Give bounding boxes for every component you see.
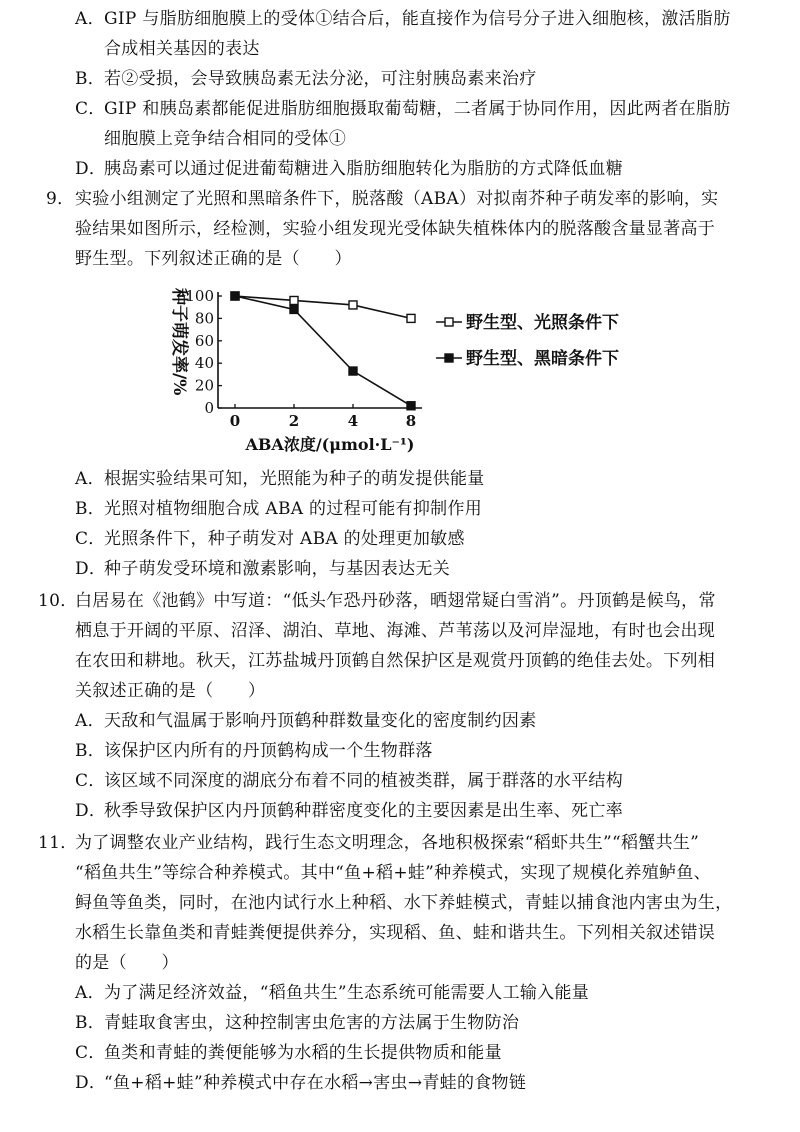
q8-option-a-label: A． — [75, 9, 105, 29]
q11-option-b-label: B． — [75, 1013, 106, 1033]
q8-option-b-label: B． — [75, 69, 106, 89]
q8-option-d-label: D． — [75, 159, 107, 179]
q11-number: 11． — [38, 833, 78, 853]
q11-stem-3: 鲟鱼等鱼类，同时，在池内试行水上种稻、水下养蛙模式，青蛙以捕食池内害虫为生， — [75, 893, 733, 913]
q8-option-c-text-1: GIP 和胰岛素都能促进脂肪细胞摄取葡萄糖，二者属于协同作用，因此两者在脂肪 — [104, 99, 731, 119]
q10-option-a-text: 天敌和气温属于影响丹顶鹤种群数量变化的密度制约因素 — [104, 711, 537, 731]
q11-stem-1: 为了调整农业产业结构，践行生态文明理念，各地积极探索“稻虾共生”“稻蟹共生” — [75, 833, 700, 853]
q11-option-a-label: A． — [75, 983, 105, 1003]
series-1-point — [290, 296, 298, 304]
q10-stem-2: 栖息于开阔的平原、沼泽、湖泊、草地、海滩、芦苇荡以及河岸湿地，有时也会出现 — [75, 621, 716, 641]
y-tick-label: 40 — [194, 354, 214, 373]
q10-option-d-label: D． — [75, 801, 107, 821]
q9-stem-1: 实验小组测定了光照和黑暗条件下，脱落酸（ABA）对拟南芥种子萌发率的影响，实 — [75, 189, 719, 209]
q11-option-a-text: 为了满足经济效益，“稻鱼共生”生态系统可能需要人工输入能量 — [104, 983, 590, 1003]
series-1-point — [407, 314, 415, 322]
q10-option-d-text: 秋季导致保护区内丹顶鹤种群密度变化的主要因素是出生率、死亡率 — [104, 801, 623, 821]
q8-option-a-text-2: 合成相关基因的表达 — [104, 39, 260, 59]
legend-marker-1 — [445, 318, 453, 326]
q9-option-d-text: 种子萌发受环境和激素影响，与基因表达无关 — [104, 559, 450, 579]
y-tick-label: 0 — [204, 399, 214, 417]
series-line-1 — [235, 296, 411, 318]
x-tick-label: 0 — [229, 412, 241, 430]
q10-option-b-text: 该保护区内所有的丹顶鹤构成一个生物群落 — [104, 741, 433, 761]
q9-option-a-label: A． — [75, 469, 105, 489]
legend-marker-2 — [445, 354, 453, 362]
series-1-point — [349, 301, 357, 309]
series-2-point — [231, 292, 239, 300]
q9-number: 9． — [46, 189, 75, 209]
q11-option-b-text: 青蛙取食害虫，这种控制害虫危害的方法属于生物防治 — [104, 1013, 520, 1033]
series-2-point — [349, 367, 357, 375]
q10-option-a-label: A． — [75, 711, 105, 731]
q10-stem-3: 在农田和耕地。秋天，江苏盐城丹顶鹤自然保护区是观赏丹顶鹤的绝佳去处。下列相 — [75, 651, 716, 671]
q8-option-c-text-2: 细胞膜上竞争结合相同的受体① — [104, 129, 347, 149]
q10-option-b-label: B． — [75, 741, 106, 761]
legend-label-2: 野生型、黑暗条件下 — [466, 349, 619, 369]
q11-option-c-text: 鱼类和青蛙的粪便能够为水稻的生长提供物质和能量 — [104, 1043, 502, 1063]
q11-stem-5: 的是（ ） — [75, 953, 179, 973]
q9-stem-3: 野生型。下列叙述正确的是（ ） — [75, 249, 352, 269]
q10-number: 10． — [38, 591, 78, 611]
x-axis-label: ABA浓度/(μmol·L⁻¹) — [245, 435, 415, 454]
q10-option-c-label: C． — [75, 771, 106, 791]
q8-option-b-text: 若②受损，会导致胰岛素无法分泌，可注射胰岛素来治疗 — [104, 69, 537, 89]
q11-option-d-label: D． — [75, 1073, 107, 1093]
aba-germination-chart — [160, 280, 640, 460]
x-tick-label: 8 — [405, 412, 417, 430]
q10-option-c-text: 该区域不同深度的湖底分布着不同的植被类群，属于群落的水平结构 — [104, 771, 623, 791]
x-tick-label: 2 — [288, 412, 300, 430]
q9-option-a-text: 根据实验结果可知，光照能为种子的萌发提供能量 — [104, 469, 485, 489]
q11-option-d-text: “鱼+稻+蛙”种养模式中存在水稻→害虫→青蛙的食物链 — [104, 1073, 527, 1093]
series-2-point — [290, 305, 298, 313]
series-2-point — [407, 402, 415, 410]
q10-stem-1: 白居易在《池鹤》中写道：“低头乍恐丹砂落，晒翅常疑白雪消”。丹顶鹤是候鸟，常 — [75, 591, 716, 611]
y-tick-label: 60 — [194, 331, 214, 350]
y-axis-label: 种子萌发率/% — [169, 288, 189, 396]
q10-stem-4: 关叙述正确的是（ ） — [75, 681, 266, 701]
q9-option-d-label: D． — [75, 559, 107, 579]
y-tick-label: 20 — [194, 376, 214, 395]
q9-option-b-label: B． — [75, 499, 106, 519]
q9-option-b-text: 光照对植物细胞合成 ABA 的过程可能有抑制作用 — [104, 499, 483, 519]
q11-option-c-label: C． — [75, 1043, 106, 1063]
x-tick-label: 4 — [347, 412, 359, 430]
q9-stem-2: 验结果如图所示，经检测，实验小组发现光受体缺失植株体内的脱落酸含量显著高于 — [75, 219, 716, 239]
y-tick-label: 80 — [194, 309, 214, 328]
legend-label-1: 野生型、光照条件下 — [466, 313, 619, 333]
q9-option-c-text: 光照条件下，种子萌发对 ABA 的处理更加敏感 — [104, 529, 465, 549]
q11-stem-2: “稻鱼共生”等综合种养模式。其中“鱼+稻+蛙”种养模式，实现了规模化养殖鲈鱼、 — [75, 863, 711, 883]
y-tick-label: 100 — [185, 287, 214, 305]
q8-option-a-text-1: GIP 与脂肪细胞膜上的受体①结合后，能直接作为信号分子进入细胞核，激活脂肪 — [104, 9, 731, 29]
q8-option-d-text: 胰岛素可以通过促进葡萄糖进入脂肪细胞转化为脂肪的方式降低血糖 — [104, 159, 623, 179]
q9-option-c-label: C． — [75, 529, 106, 549]
q11-stem-4: 水稻生长靠鱼类和青蛙粪便提供养分，实现稻、鱼、蛙和谐共生。下列相关叙述错误 — [75, 923, 716, 943]
q8-option-c-label: C． — [75, 99, 106, 119]
